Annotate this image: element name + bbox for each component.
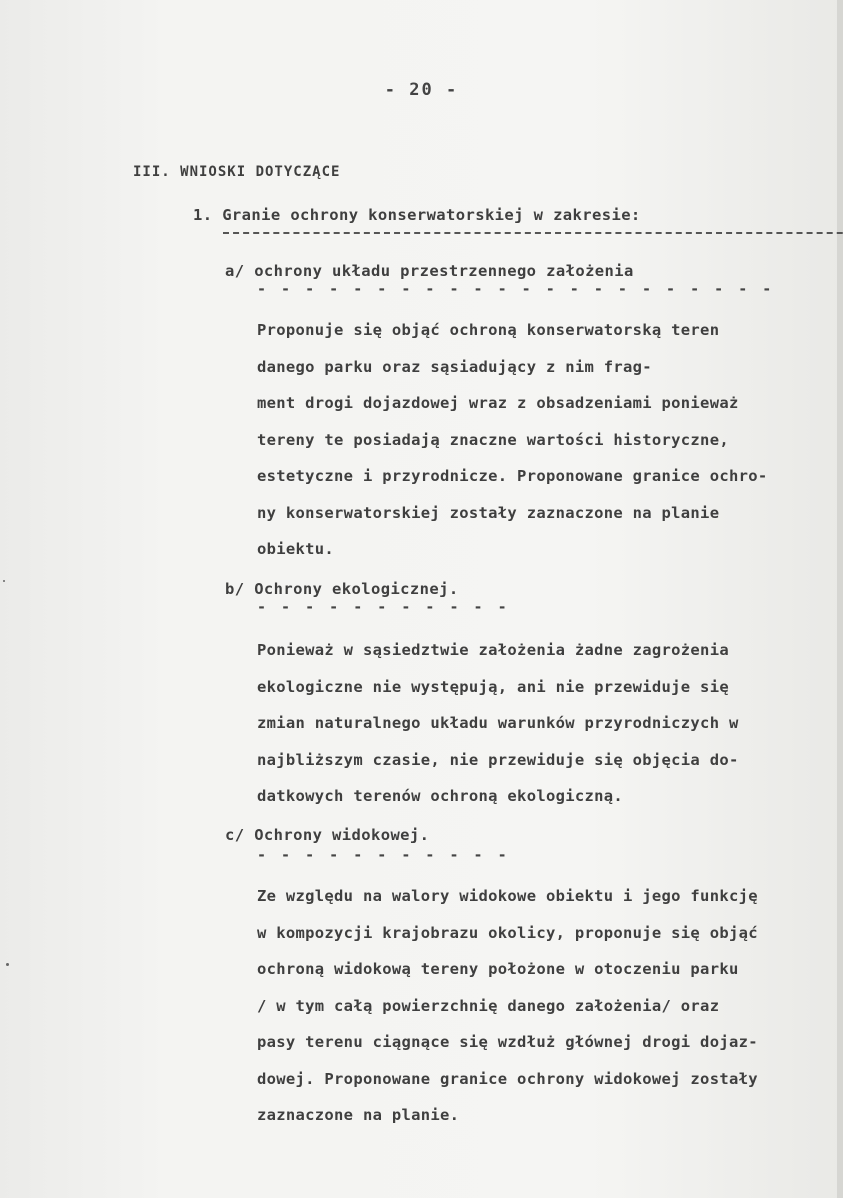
paragraph-line: tereny te posiadają znaczne wartości historyczne, [257, 430, 729, 449]
paragraph-line: ment drogi dojazdowej wraz z obsadzeniami ponieważ [257, 394, 739, 412]
paragraph-line: w kompozycji krajobrazu okolicy, proponuje się objąć [257, 923, 758, 942]
paragraph-line: zaznaczone na planie. [257, 1106, 460, 1124]
paragraph-line: pasy terenu ciągnące się wzdłuż głównej drogi dojaz- [257, 1033, 758, 1051]
item-c-underline: - - - - - - - - - - - [257, 846, 510, 864]
item-b-heading: b/ Ochrony ekologicznej. [225, 580, 459, 598]
paragraph-line: danego parku oraz sąsiadujący z nim frag- [257, 357, 652, 376]
margin-speck [6, 963, 9, 966]
page-number: - 20 - [384, 80, 459, 100]
item-c-heading: c/ Ochrony widokowej. [225, 826, 430, 844]
subsection-heading-text: 1. Granie ochrony konserwatorskiej w zakresie: [193, 206, 641, 224]
paragraph-line: zmian naturalnego układu warunków przyrodniczych w [257, 714, 739, 732]
item-c-paragraph [257, 878, 817, 1134]
paragraph-line: ochroną widokową tereny położone w otoczeniu parku [257, 960, 739, 978]
paragraph-line: / w tym całą powierzchnię danego założenia/ oraz [257, 996, 720, 1015]
subsection-heading [193, 206, 641, 224]
paragraph-line: ny konserwatorskiej zostały zaznaczone na planie [257, 503, 720, 522]
paragraph-line: najbliższym czasie, nie przewiduje się objęcia do- [257, 750, 739, 769]
item-b-underline: - - - - - - - - - - - [257, 598, 510, 616]
paragraph-line: Ponieważ w sąsiedztwie założenia żadne zagrożenia [257, 641, 729, 659]
paragraph-line: Proponuje się objąć ochroną konserwatorską teren [257, 321, 720, 339]
paragraph-line: Ze względu na walory widokowe obiektu i jego funkcję [257, 887, 758, 905]
item-a-heading: a/ ochrony układu przestrzennego założenia [225, 262, 634, 280]
section-heading: III. WNIOSKI DOTYCZĄCE [133, 164, 341, 180]
paragraph-line: estetyczne i przyrodnicze. Proponowane granice ochro- [257, 467, 768, 485]
page-edge [837, 0, 843, 1198]
paragraph-line: datkowych terenów ochroną ekologiczną. [257, 787, 624, 805]
item-a-underline: - - - - - - - - - - - - - - - - - - - - - - [257, 280, 775, 298]
paragraph-line: ekologiczne nie występują, ani nie przewiduje się [257, 677, 729, 696]
margin-speck [3, 580, 5, 582]
item-b-paragraph [257, 632, 817, 815]
paragraph-line: obiektu. [257, 540, 335, 558]
subsection-underline [223, 230, 843, 234]
item-a-paragraph [257, 312, 817, 568]
paragraph-line: dowej. Proponowane granice ochrony widokowej zostały [257, 1069, 758, 1088]
